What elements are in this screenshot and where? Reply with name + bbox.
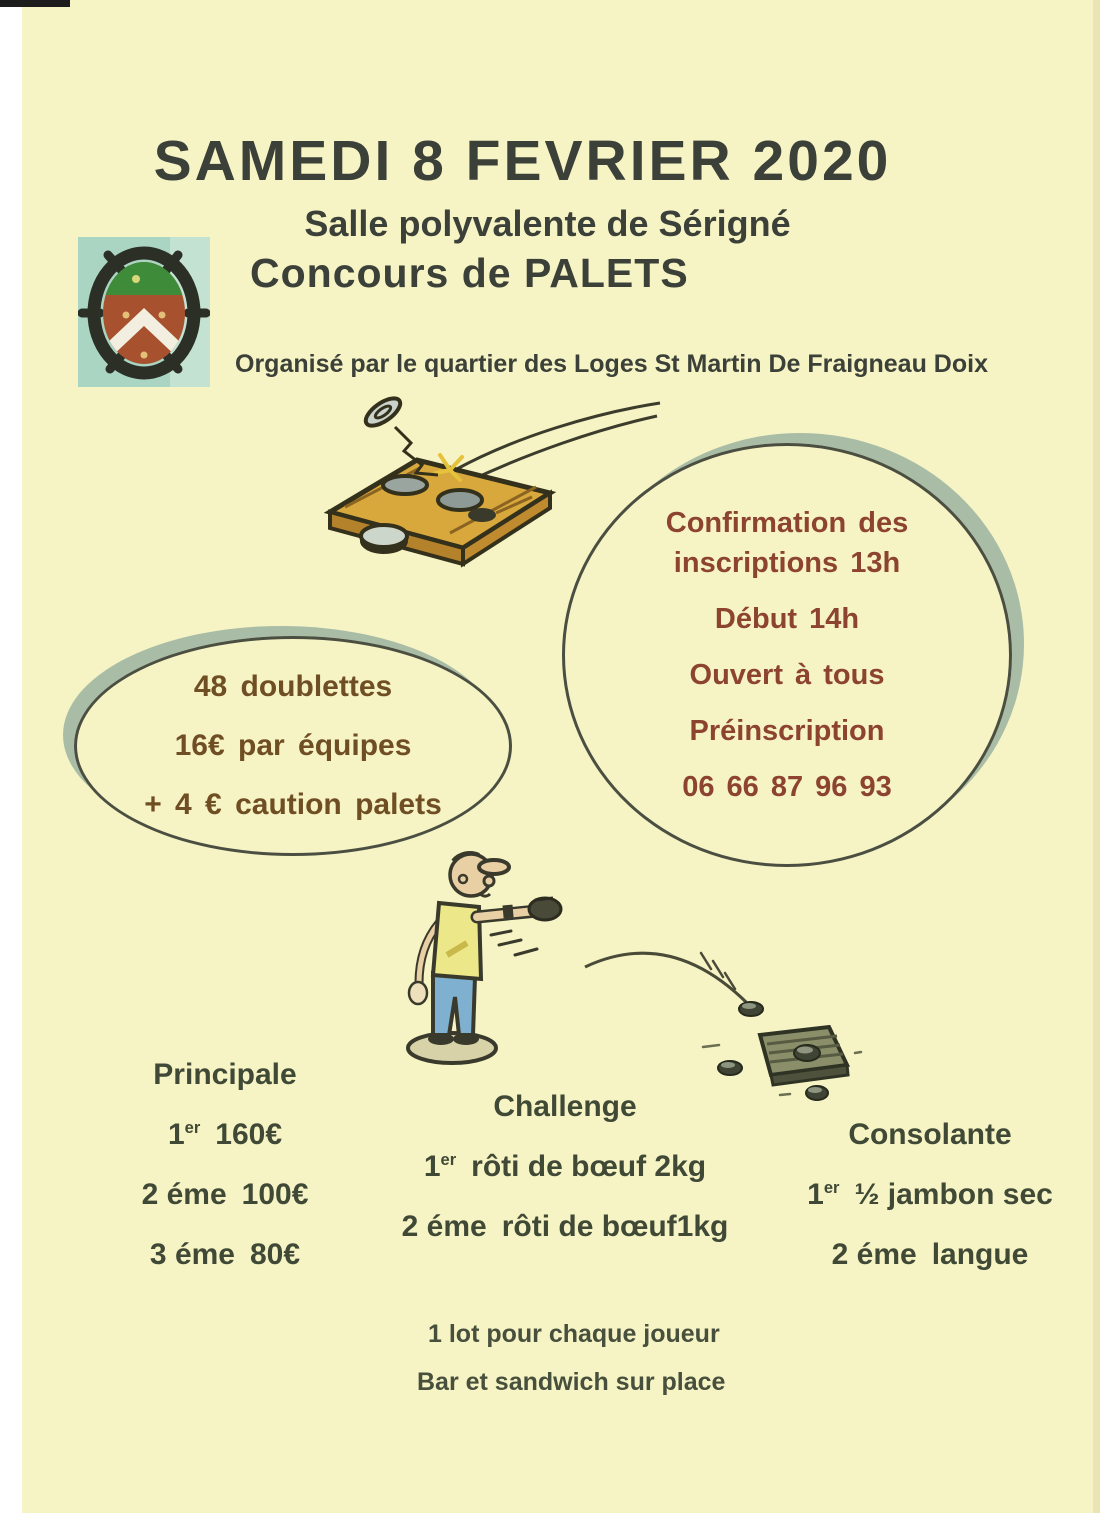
footer-lot-line: 1 lot pour chaque joueur [428,1320,720,1348]
prize-row: 2 éme 100€ [141,1178,309,1211]
preinscription-line: Préinscription [689,714,885,747]
start-time-line: Début 14h [714,602,860,635]
open-to-all-line: Ouvert à tous [689,658,885,691]
prize-row: 2 éme langue [831,1238,1029,1271]
caution-line: + 4 € caution palets [144,788,442,821]
confirmation-line: Confirmation des [665,506,909,539]
palet-target-board-illustration [555,925,895,1110]
coat-of-arms-icon [78,237,210,387]
prize-row: 2 éme rôti de bœuf1kg [401,1210,729,1243]
inscriptions-line: inscriptions 13h [673,546,901,579]
prize-column-challenge [395,1090,735,1244]
page-title: SAMEDI 8 FEVRIER 2020 [153,129,892,193]
prize-title: Consolante [848,1118,1012,1151]
schedule-info-oval [562,443,1012,867]
prize-row: 3 éme 80€ [149,1238,301,1271]
prize-title: Principale [153,1058,297,1091]
entry-info-oval [74,636,512,856]
phone-number: 06 66 87 96 93 [682,770,892,803]
prize-column-consolante [760,1118,1100,1272]
organizer-line: Organisé par le quartier des Loges St Martin De Fraigneau Doix [235,350,988,378]
prize-title: Challenge [493,1090,637,1123]
footer-bar-line: Bar et sandwich sur place [417,1368,726,1396]
fee-line: 16€ par équipes [174,729,412,762]
prize-row: 1er ½ jambon sec [807,1178,1053,1211]
event-title: Concours de PALETS [250,250,689,296]
venue-line: Salle polyvalente de Sérigné [304,203,791,244]
prize-row: 1er 160€ [167,1118,283,1151]
scan-corner-mark [0,0,70,7]
doublettes-line: 48 doublettes [193,670,393,703]
prize-row: 1er rôti de bœuf 2kg [423,1150,707,1183]
prize-column-principale [100,1058,350,1272]
